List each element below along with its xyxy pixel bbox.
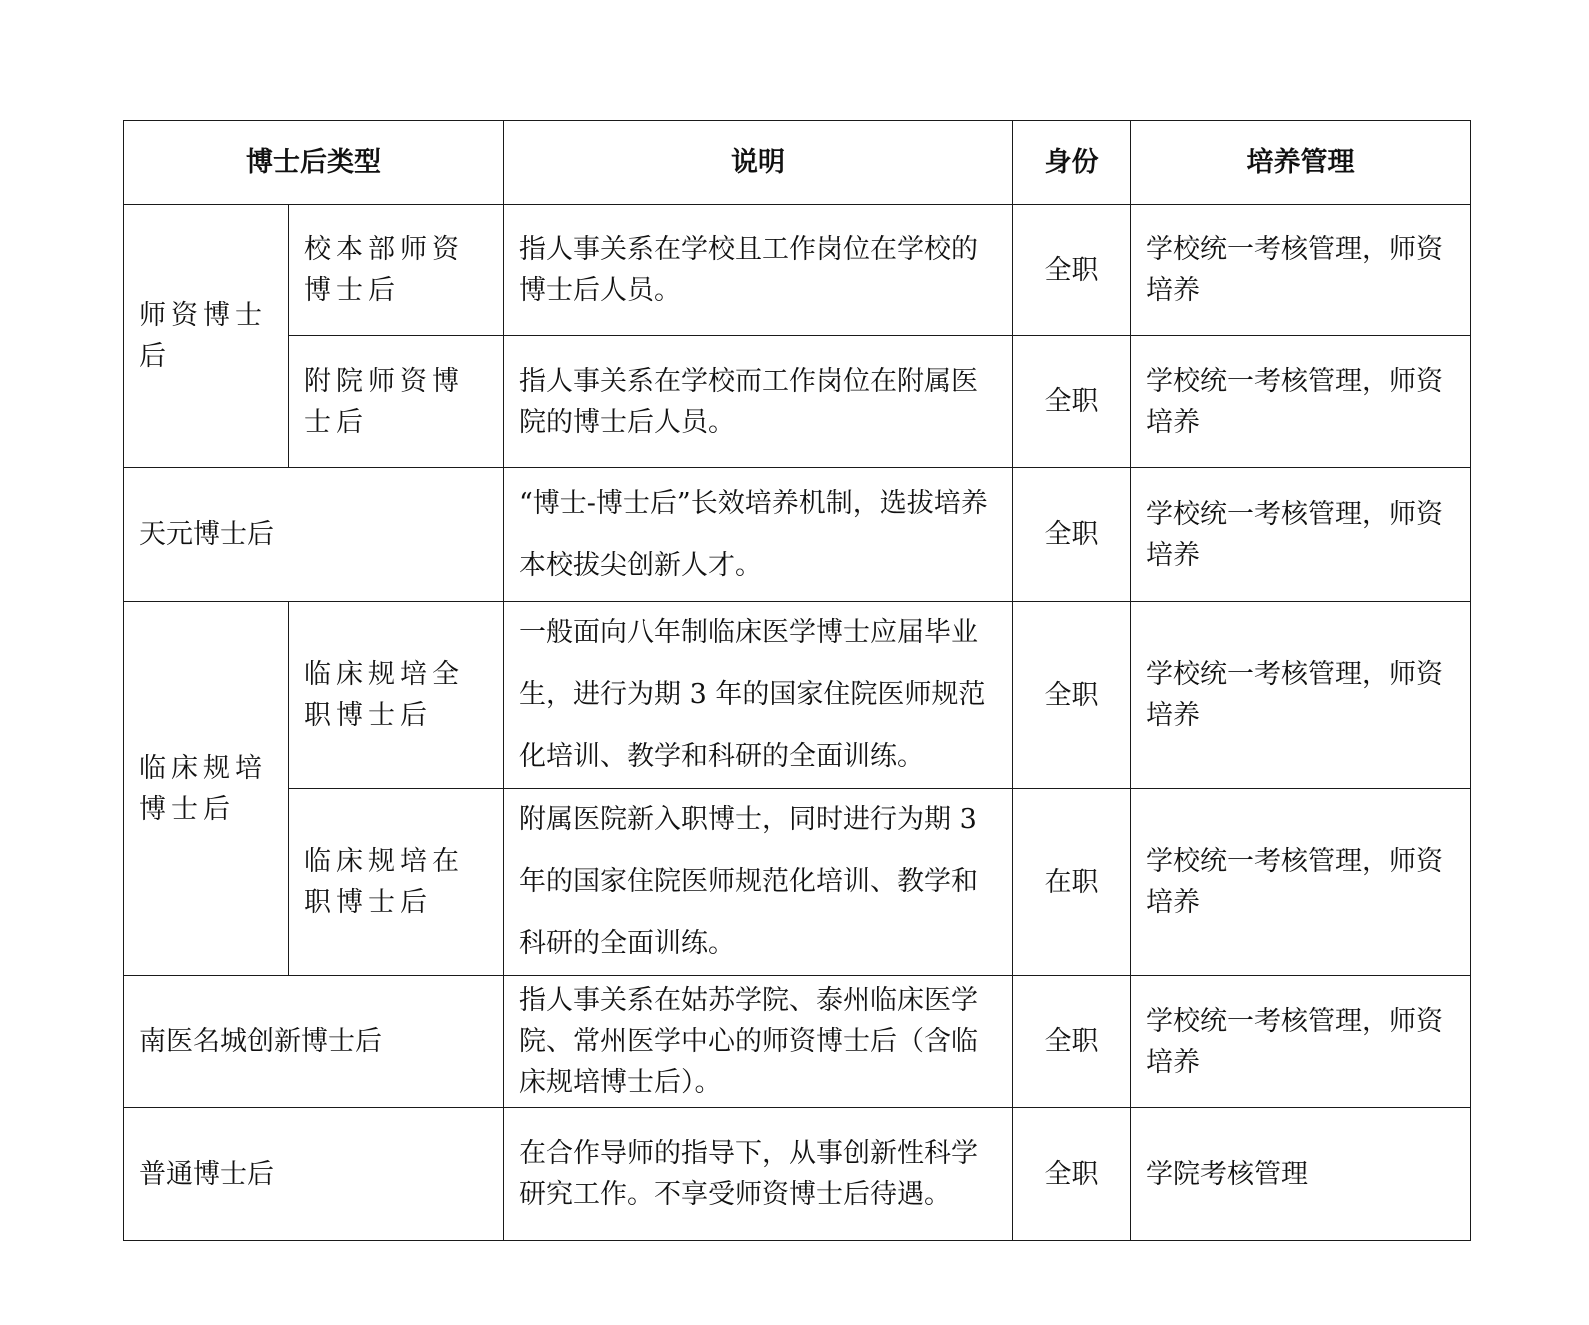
subtype-cell: 临床规培在职博士后 [289, 789, 504, 976]
description-cell: 指人事关系在学校而工作岗位在附属医院的博士后人员。 [504, 336, 1013, 468]
table-row [124, 468, 1471, 602]
management-cell: 学校统一考核管理，师资培养 [1131, 205, 1471, 336]
management-cell: 学校统一考核管理，师资培养 [1131, 789, 1471, 976]
status-cell: 全职 [1013, 336, 1131, 468]
description-cell: 指人事关系在姑苏学院、泰州临床医学院、常州医学中心的师资博士后（含临床规培博士后）。 [504, 976, 1013, 1108]
table-header-row [124, 121, 1471, 205]
group-cell: 临床规培博士后 [124, 602, 289, 976]
description-cell: “博士-博士后”长效培养机制，选拔培养本校拔尖创新人才。 [504, 468, 1013, 602]
status-cell: 全职 [1013, 205, 1131, 336]
group-cell: 普通博士后 [124, 1108, 504, 1241]
table-row [124, 789, 1471, 976]
table-row [124, 336, 1471, 468]
description-cell: 附属医院新入职博士，同时进行为期 3 年的国家住院医师规范化培训、教学和科研的全面训练。 [504, 789, 1013, 976]
header-type: 博士后类型 [124, 121, 504, 205]
table-row [124, 976, 1471, 1108]
management-cell: 学校统一考核管理，师资培养 [1131, 336, 1471, 468]
group-cell: 天元博士后 [124, 468, 504, 602]
description-cell: 在合作导师的指导下，从事创新性科学研究工作。不享受师资博士后待遇。 [504, 1108, 1013, 1241]
status-cell: 全职 [1013, 468, 1131, 602]
group-cell: 南医名城创新博士后 [124, 976, 504, 1108]
management-cell: 学院考核管理 [1131, 1108, 1471, 1241]
management-cell: 学校统一考核管理，师资培养 [1131, 602, 1471, 789]
status-cell: 全职 [1013, 1108, 1131, 1241]
table-row [124, 1108, 1471, 1241]
status-cell: 全职 [1013, 602, 1131, 789]
management-cell: 学校统一考核管理，师资培养 [1131, 468, 1471, 602]
group-cell: 师资博士后 [124, 205, 289, 468]
subtype-cell: 临床规培全职博士后 [289, 602, 504, 789]
header-description: 说明 [504, 121, 1013, 205]
subtype-cell: 校本部师资博士后 [289, 205, 504, 336]
description-cell: 指人事关系在学校且工作岗位在学校的博士后人员。 [504, 205, 1013, 336]
status-cell: 在职 [1013, 789, 1131, 976]
subtype-cell: 附院师资博士后 [289, 336, 504, 468]
header-status: 身份 [1013, 121, 1131, 205]
table-row [124, 205, 1471, 336]
status-cell: 全职 [1013, 976, 1131, 1108]
table-row [124, 602, 1471, 789]
description-cell: 一般面向八年制临床医学博士应届毕业生，进行为期 3 年的国家住院医师规范化培训、教学和科研的全面训练。 [504, 602, 1013, 789]
management-cell: 学校统一考核管理，师资培养 [1131, 976, 1471, 1108]
postdoc-types-table [123, 120, 1471, 1241]
header-management: 培养管理 [1131, 121, 1471, 205]
